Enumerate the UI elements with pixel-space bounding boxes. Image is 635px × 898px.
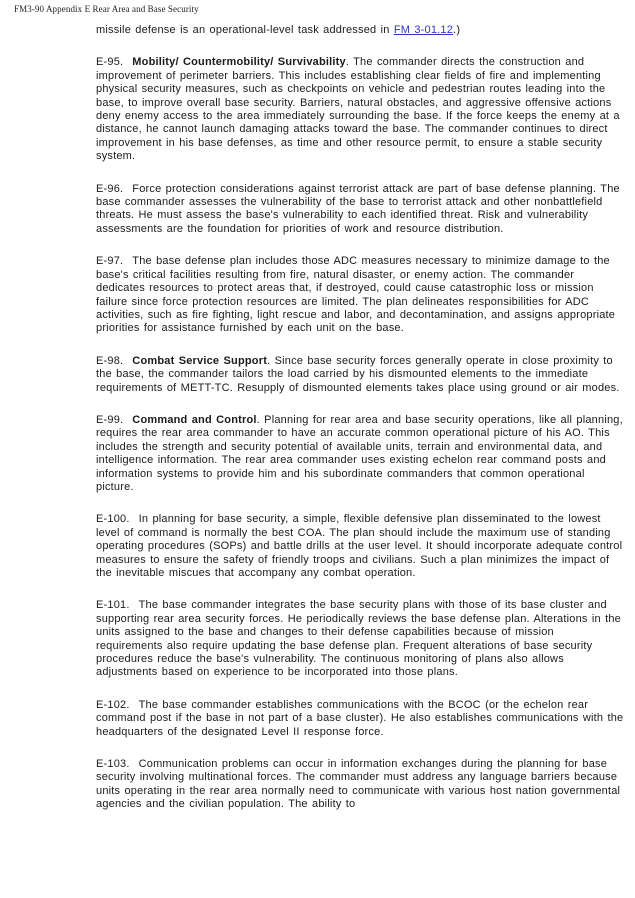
paragraph-number: E-103. [96, 758, 130, 771]
paragraph-e96 [96, 183, 624, 237]
paragraph-e103 [96, 758, 624, 812]
paragraph-body: The base defense plan includes those ADC measures necessary to minimize damage to the base's critical facilities resulting from fire, natural disaster, or enemy action. The commander dedicates resources to protect areas that, if destroyed, could cause catastrophic loss or mission failure since force protection resources are limited. The plan delineates responsibilities for ADC activities, such as fire fighting, light rescue and labor, and decontamination, and assigns appropriate priorities for assistance furnished by each unit on the base. [96, 255, 616, 335]
paragraph-number: E-96. [96, 182, 124, 195]
paragraph-body: . The commander directs the construction and improvement of perimeter barriers. This includes establishing clear fields of fire and implementing physical security measures, such as checkpoints on vehicle and pedestrian routes leading into the base, to improve overall base security. Barriers, natural obstacles, and aggressive offensive actions deny enemy access to the area immediately surrounding the base. If the force keeps the enemy at a distance, he cannot launch damaging attacks toward the base. The commander continues to direct improvement in his base defenses, as time and other resource permit, to ensure a stable security system. [96, 56, 620, 163]
paragraph-number: E-99. [96, 413, 124, 426]
paragraph-number: E-98. [96, 354, 124, 367]
paragraph-body: The base commander establishes communications with the BCOC (or the echelon rear command post if the base in not part of a base cluster). He also establishes communications with the headquarters of the designated Level II response force. [96, 698, 624, 738]
intro-paragraph [96, 24, 624, 37]
paragraph-body: Communication problems can occur in information exchanges during the planning for base security involving multinational forces. The commander must address any language barriers because units operating in the rear area normally need to communicate with various host nation governmental agencies and the civilian population. The ability to [96, 758, 621, 811]
paragraph-heading: Combat Service Support [132, 354, 268, 367]
paragraph-body: The base commander integrates the base security plans with those of its base cluster and supporting rear area security forces. He periodically reviews the base defense plan. Alterations in the units assigned to the base and changes to their defense capabilities because of mission requirements also require updating the base defense plan. Frequent alterations of base security procedures reduce the base's vulnerability. The continuous monitoring of plans also allows adjustments based on experience to be incorporated into those plans. [96, 599, 621, 679]
intro-text-pre: missile defense is an operational-level task addressed in [96, 24, 394, 36]
paragraph-number: E-100. [96, 513, 130, 526]
paragraph-e95 [96, 56, 624, 163]
intro-text-post: .) [453, 24, 461, 36]
paragraph-body: . Planning for rear area and base security operations, like all planning, requires the rear area commander to have an accurate common operational picture of his AO. This includes the strength and security potential of available units, terrain and environmental data, and intelligence information. The rear area commander uses existing echelon rear command posts and information systems to provide him and his subordinate commanders that common operational picture. [96, 413, 623, 493]
paragraph-number: E-97. [96, 255, 124, 268]
paragraph-number: E-95. [96, 56, 124, 69]
paragraph-body: In planning for base security, a simple, flexible defensive plan disseminated to the lowest level of command is normally the best COA. The plan should include the maximum use of standing operating procedures (SOPs) and battle drills at the user level. It should incorporate adequate control measures to ensure the safety of friendly troops and civilians. Such a plan minimizes the impact of the inevitable miscues that accompany any combat operation. [96, 513, 623, 579]
paragraph-heading: Mobility/ Countermobility/ Survivability [132, 56, 346, 69]
paragraph-e99 [96, 414, 624, 494]
running-header: FM3-90 Appendix E Rear Area and Base Security [14, 4, 199, 14]
document-body [96, 24, 624, 831]
fm-3-01-12-link[interactable]: FM 3-01.12 [393, 24, 454, 36]
paragraph-body: Force protection considerations against terrorist attack are part of base defense planning. The base commander assesses the vulnerability of the base to terrorist attack and other nonbattlefield threats. He must assess the base's vulnerability to each identified threat. Risk and vulnerability assessments are the foundation for priorities of work and resource distribution. [96, 182, 620, 235]
paragraph-e98 [96, 355, 624, 395]
paragraph-e101 [96, 599, 624, 679]
paragraph-number: E-101. [96, 599, 130, 612]
paragraph-e100 [96, 513, 624, 580]
paragraph-number: E-102. [96, 698, 130, 711]
paragraph-heading: Command and Control [132, 413, 257, 426]
paragraph-e97 [96, 255, 624, 335]
paragraph-body: . Since base security forces generally operate in close proximity to the base, the commander tailors the load carried by his dismounted elements to the immediate requirements of METT-TC. Resupply of dismounted elements takes place using ground or air modes. [96, 354, 620, 394]
paragraph-e102 [96, 699, 624, 739]
